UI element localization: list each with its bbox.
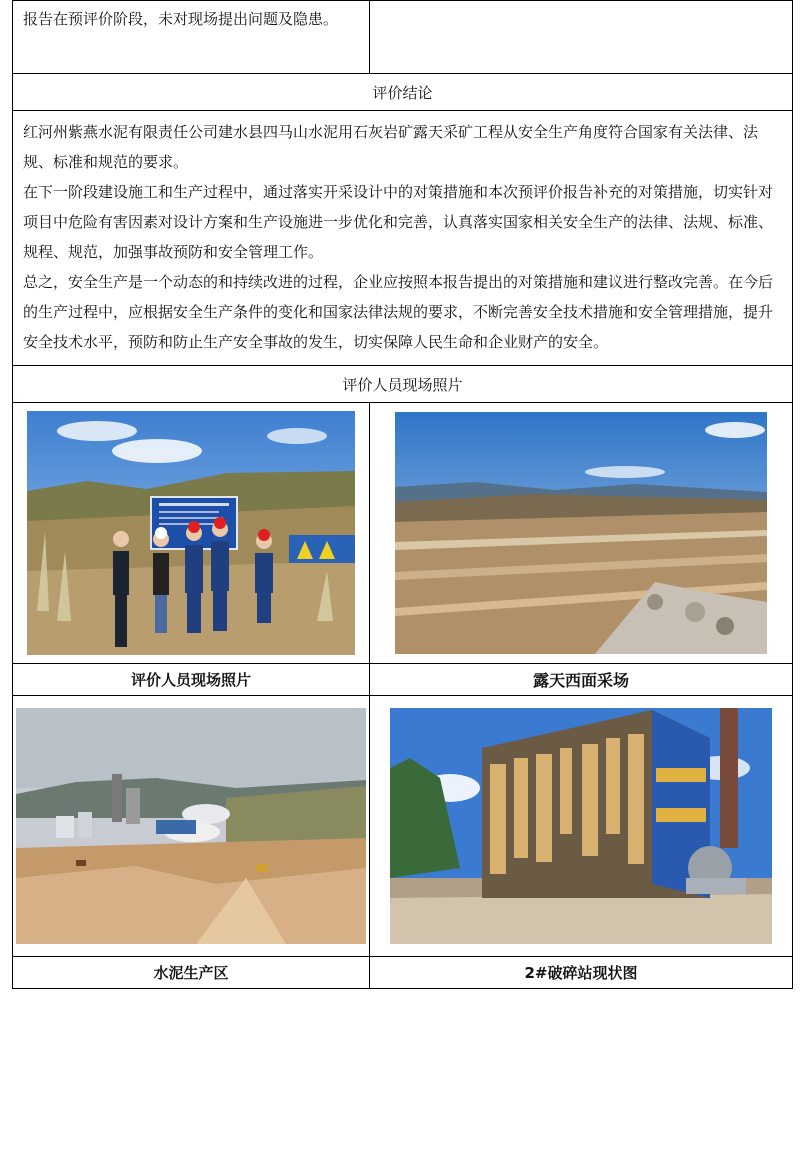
issues-text: 报告在预评价阶段，未对现场提出问题及隐患。: [13, 1, 370, 74]
cement-plant-photo: [16, 708, 366, 944]
caption-open-pit: 露天西面采场: [370, 664, 793, 696]
conclusion-paragraph-1: 红河州紫燕水泥有限责任公司建水县四马山水泥用石灰岩矿露天采矿工程从安全生产角度符合国家有关法律、法规、标准和规范的要求。: [23, 123, 759, 171]
photo-cell-crusher: [370, 696, 793, 957]
conclusion-paragraph-3: 总之，安全生产是一个动态的和持续改进的过程，企业应按照本报告提出的对策措施和建议进行整改完善。在今后的生产过程中，应根据安全生产条件的变化和国家法律法规的要求，不断完善安全技术措施和安全管理措施，提升安全技术水平，预防和防止生产安全事故的发生，切实保障人民生命和企业财产的安全。: [23, 273, 774, 351]
caption-crusher: 2#破碎站现状图: [370, 957, 793, 989]
caption-staff-photo: 评价人员现场照片: [13, 664, 370, 696]
conclusion-heading: 评价结论: [13, 74, 793, 111]
photo-cell-pit: [370, 403, 793, 664]
report-table: [12, 0, 793, 989]
conclusion-paragraph-2: 在下一阶段建设施工和生产过程中，通过落实开采设计中的对策措施和本次预评价报告补充的对策措施，切实针对项目中危险有害因素对设计方案和生产设施进一步优化和完善，认真落实国家相关安全生产的法律、法规、标准、规程、规范，加强事故预防和安全管理工作。: [23, 183, 774, 261]
issues-row: [13, 1, 793, 74]
caption-cement-plant: 水泥生产区: [13, 957, 370, 989]
photo-cell-staff: [13, 403, 370, 664]
open-pit-west-photo: [395, 412, 767, 654]
photos-heading: 评价人员现场照片: [13, 366, 793, 403]
conclusion-body: [13, 111, 793, 366]
issues-right-cell: [370, 1, 793, 74]
document-page: [12, 0, 792, 989]
staff-site-photo: [27, 411, 355, 655]
photo-cell-cement: [13, 696, 370, 957]
crushing-station-photo: [390, 708, 772, 944]
